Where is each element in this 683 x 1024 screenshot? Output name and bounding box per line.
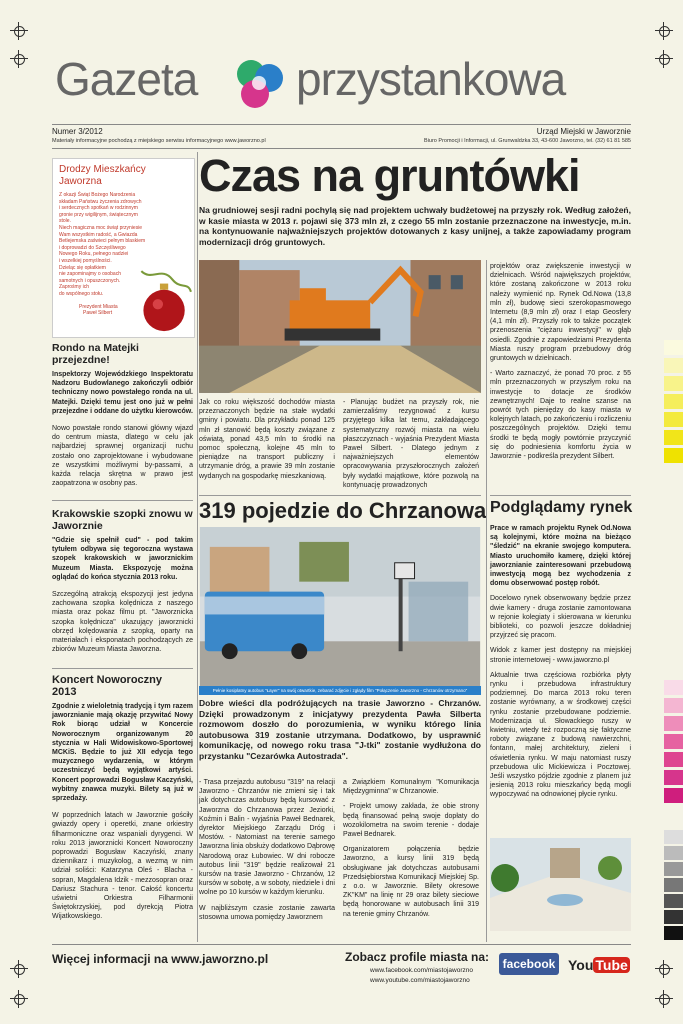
main-col-1: Jak co roku większość dochodów miasta przeznaczonych będzie na stałe wydatki gminy i powiatu. Dla przykładu ponad 125 mln zł stanowić będą koszty związane z oświatą, ponad 43,5 mln to środki na pomoc społeczną, kolejne 45 mln to pieniądze na transport publiczny i utrzymanie dróg, a prawie 39 mln zostanie wydanych na gospodarkę mieszkaniową. — [199, 399, 335, 480]
gray-swatch — [664, 878, 683, 892]
color-swatch — [664, 698, 683, 713]
color-swatch — [664, 716, 683, 731]
main-lead: Na grudniowej sesji radni pochylą się nad projektem uchwały budżetowej na przyszły rok. Według założeń, w kasie miasta w 2013 r. pojawi się 373 mln zł, z czego 55 mln zostanie przeznaczone na inwestycje, m.in. na kontynuowanie najważniejszych projektów dotowanych z kasy unijnej, a także zapowiadamy program modernizacji dróg gruntowych. — [199, 205, 631, 247]
divider — [52, 124, 631, 125]
issue-number: Numer 3/2012 — [52, 127, 103, 136]
color-swatch — [664, 734, 683, 749]
registration-mark — [10, 22, 28, 40]
article-szopki — [52, 508, 193, 654]
color-swatch — [664, 394, 683, 409]
rynek-text: Prace w ramach projektu Rynek Od.Nowa są kolejnymi, które można na bieżąco "śledzić" na ekranie swojego komputera. Miasto uruchomiło kamerę, dzięki której jaworznianie zainteresowani przebudową inwestycją mogą bez wychodzenia z domu obserwować postęp robót. Docelowo rynek obserwowany będzie przez dwie kamery - druga zostanie zamontowana w rejonie kolegiaty i skierowana w kierunku biblioteki, co pozwoli jeszcze dokładniej przyjrzeć się pracom. Widok z kamer jest dostępny na miejskiej stronie internetowej - www.jaworzno.pl Aktualnie trwa częściowa rozbiórka płyty rynku i przebudowa infrastruktury podziemnej. Do marca 2013 roku teren zostanie wyrównany, a w środkowej części rynku zostanie przebudowane podziemie. Modernizacja ul. Słowackiego ruszy w kwietniu, wtedy też rozpoczną się faktyczne roboty związane z budową nawierzchni, fontann, małej architektury, zieleni i oświetlenia rynku. W maju natomiast ruszy przebudowa ulic Mickiewicza i Pocztowej. Jeśli wszystko pójdzie zgodnie z planem już jesienią 2013 roku mieszkańcy będą mogli wypoczywać na odnowionej płycie rynku. — [490, 525, 631, 799]
gray-swatch — [664, 846, 683, 860]
rynek-headline: Podglądamy rynek — [490, 499, 633, 516]
bus-headline: 319 pojedzie do Chrzanowa — [199, 498, 487, 523]
bus-photo — [199, 527, 481, 686]
youtube-logo[interactable]: You Tube — [568, 957, 628, 973]
facebook-logo[interactable]: facebook — [499, 953, 559, 975]
logo-icon — [229, 56, 289, 112]
divider — [52, 944, 631, 945]
color-swatch — [664, 340, 683, 355]
divider — [490, 495, 631, 496]
column-divider — [197, 152, 198, 942]
article-title: Rondo na Matejki przejezdne! — [52, 342, 139, 366]
color-swatch — [664, 788, 683, 803]
article-title: Krakowskie szopki znowu w Jaworznie — [52, 508, 193, 532]
divider — [199, 495, 481, 496]
color-swatch — [664, 448, 683, 463]
article-body: Szczególną atrakcją ekspozycji jest jedyna zachowana szopka kolędnicza z naszego miasta oraz pokaz filmu pt. "Jaworznicka szopka kolędnicza" ukazujący jaworznicki obrzęd kolędowania z szopką, oparty na materiałach i eksponatach pochodzących ze zbiorów Muzeum Miasta Jaworzna. — [52, 591, 193, 654]
greeting-text: Z okazji Świąt Bożego Narodzenia składam Państwu życzenia zdrowych i serdecznych spotkań w rodzinnym gronie przy wigilijnym, świątecznym stole. Niech magiczna moc świąt przyniesie Wam wszystkim radość, a Gwiazda Betlejemska zaświeci pełnym blaskiem i doprowadzi do Szczęśliwego Nowego Roku, pełnego nadziei i wszelkiej pomyślności. Dzieląc się opłatkiem nie zapominajmy o osobach samotnych i opuszczonych. Zaprośmy ich do wspólnego stołu. Prezydent Miasta Paweł Silbert — [59, 192, 146, 317]
gray-swatch — [664, 862, 683, 876]
divider — [52, 668, 193, 669]
color-swatch — [664, 412, 683, 427]
main-col-2: - Planując budżet na przyszły rok, nie zamierzaliśmy rezygnować z kursu przyjętego kilka lat temu, zakładającego systematyczny rozwój miasta na wielu płaszczyznach - wyjaśnia Prezydent Miasta Paweł Silbert. - Dlatego jednym z najważniejszych elementów opracowywania przyszłorocznych założeń były wydatki majątkowe, które pozwolą na kontynuację prowadzonych — [343, 399, 479, 489]
color-swatch — [664, 680, 683, 695]
article-lead: "Gdzie się spełnił cud" - pod takim tytułem odbywa się tegoroczna wystawa szopek krakowskich w jaworznickim Muzeum Miasta. Ekspozycję można oglądać do końca stycznia 2013 roku. — [52, 537, 193, 581]
greeting-box — [52, 158, 195, 338]
bus-col-1: - Trasa przejazdu autobusu "319" na relacji Jaworzno - Chrzanów nie zmieni się i tak jak dotychczas autobusy będą kursować z Jaworzna do Chrzanowa przez Jeziorki, Koźmin i Balin - wyjaśnia Paweł Bednarek, dyrektor Miejskiego Zarządu Dróg i Mostów. - Natomiast na terenie samego Jaworzna linia obsłuży dodatkowo Dąbrowę Narodową oraz Łubowiec. W dni robocze autobus linii "319" będzie realizował 21 kursów na trasie Jaworzno - Chrzanów, 12 kursów w sobotę, a w soboty, niedziele i dni wolne po 10 kursów w każdym kierunku. W najbliższym czasie zostanie zawarta stosowna umowa pomiędzy Jaworznem — [199, 779, 335, 921]
color-swatch — [664, 430, 683, 445]
color-swatch — [664, 358, 683, 373]
article-koncert — [52, 674, 193, 922]
youtube-url[interactable]: www.youtube.com/miastojaworzno — [370, 977, 470, 984]
bus-col-2: a Związkiem Komunalnym "Komunikacja Międzygminna" w Chrzanowie. - Projekt umowy zakłada, że obie strony będą finansować pełną swoje dopłaty do wozokilometra na swoim terenie - dodaje Paweł Bednarek. Organizatorem połączenia będzie Jaworzno, a kursy linii 319 będą obsługiwane jak dotychczas autobusami Przedsiębiorstwa Komunikacji Miejskiej Sp. z o.o. w Jaworznie. Bilety okresowe ZK"KM" na linię nr 29 oraz bilety sieciowe będą honorowane w autobusach linii 319 na terenie gminy Chrzanów. — [343, 779, 479, 918]
publisher: Urząd Miejski w Jaworznie — [536, 127, 631, 136]
column-divider — [486, 260, 487, 942]
article-lead: Zgodnie z wieloletnią tradycją i tym razem jaworznianie mają okazję przywitać Nowy Rok biorąc udział w Koncercie Noworocznym organizowanym 20 stycznia w Hali Widowiskowo-Sportowej MCKiS. Będzie to już XII edycja tego muzycznego wydarzenia, w którym uczestniczyć będą wyjątkowi artyści. Koncert poprowadzi Bogusław Kaczyński, wybitny znawca muzyki. Bilety są już w sprzedaży. — [52, 703, 193, 803]
masthead-left: Gazeta — [55, 53, 198, 105]
bus-lead: Dobre wieści dla podróżujących na trasie Jaworzno - Chrzanów. Dzięki prowadzonym z inicjatywy prezydenta Pawła Silberta rozmowom doszło do porozumienia, w wyniku którego linia autobusowa 319 zostanie utrzymana. Dodatkowo, by usprawnić komunikację, od nowego roku trasa "J-tki" zostanie wydłużona do przystanku "Cezarówka Autostrada". — [199, 698, 481, 761]
registration-mark — [655, 22, 673, 40]
gray-swatch — [664, 894, 683, 908]
masthead-right: przystankowa — [296, 53, 566, 105]
registration-mark — [655, 960, 673, 978]
gray-swatch — [664, 830, 683, 844]
ornament-icon — [131, 259, 193, 335]
divider — [52, 148, 631, 149]
color-swatch — [664, 376, 683, 391]
divider — [52, 500, 193, 501]
registration-mark — [10, 990, 28, 1008]
footer-follow: Zobacz profile miasta na: — [345, 950, 490, 964]
color-swatch — [664, 770, 683, 785]
gray-swatch — [664, 910, 683, 924]
registration-mark — [10, 960, 28, 978]
facebook-url[interactable]: www.facebook.com/miastojaworzno — [370, 967, 473, 974]
article-rondo — [52, 342, 193, 488]
article-body: W poprzednich latach w Jaworznie gościły gwiazdy opery i operetki, znane orkiestry filharmoniczne oraz wspaniali dyrygenci. W roku 2013 jaworznicki Koncert Noworoczny poprowadzi Bogusław Kaczyński, znany dziennikarz i muzykolog, a wezmą w nim udział soliści: Katarzyna Oleś - Blacha - sopran, Magdalena Idzik - mezzosopran oraz Dariusz Stachura - tenor. Całość koncertu uświetni Orkiestra Filharmonii Świętokrzyskiej, pod dyrekcją Piotra Wijatkowskiego. — [52, 812, 193, 921]
main-headline: Czas na gruntówki — [199, 150, 580, 201]
bureau-address: Biuro Promocji i Informacji, ul. Grunwaldzka 33, 43-600 Jaworzno, tel. (32) 61 81 585 — [424, 138, 631, 144]
gray-swatch — [664, 926, 683, 940]
registration-mark — [10, 50, 28, 68]
registration-mark — [655, 990, 673, 1008]
article-lead: Inspektorzy Wojewódzkiego Inspektoratu Nadzoru Budowlanego zakończyli odbiór techniczny nowo powstałego ronda na ul. Matejki. Dzięki temu jest ono już w pełni przejezdne i oddane do użytku kierowców. — [52, 371, 193, 415]
rynek-render-photo — [490, 838, 631, 931]
excavator-photo — [199, 260, 481, 393]
registration-mark — [655, 50, 673, 68]
article-body: Nowo powstałe rondo stanowi główny wjazd do centrum miasta, dlatego w celu jak najbardziej sprawnej organizacji ruchu zostało ono zaprojektowane i wybudowane ze wszystkimi możliwymi by-passami, a każda relacja skrętna w prawo jest zaopatrzona w osobny pas. — [52, 425, 193, 488]
bus-photo-caption: Pełnie kosiplatny autobus "Łayer" na swój otwartkie, zebarać zdjęcie i zgłądy film "Połączenie Jaworzno - Chrzanów otrzymano" — [199, 686, 481, 695]
article-title: Koncert Noworoczny 2013 — [52, 674, 163, 698]
greeting-title: Drodzy Mieszkańcy Jaworzna — [59, 164, 146, 187]
main-col-3: projektów oraz zwiększenie inwestycji w dzielnicach. Wśród największych projektów, które zostaną zakończone w 2013 roku należy wymienić np. Rynek Od.Nowa (13,8 mln zł), budowę sieci szerokopasmowego Internetu (8,9 mln zł) oraz I etap Geosfery (4,1 mln zł). Przyszły rok to także początek przenoszenia "ciężaru inwestycji" w głąb osiedli. Zgodnie z zapowiedziami Prezydenta Miasta ruszy program przebudowy dróg gruntowych w dzielnicach. - Warto zaznaczyć, że ponad 70 proc. z 55 mln przeznaczonych w przyszłym roku na inwestycje to dotacje ze środków zewnętrznych! Daje to realne szanse na powrót tych pieniędzy do kasy miasta w kolejnych latach, po zakończeniu i rozliczeniu poszczególnych projektów. Dzięki temu środki te będą mogły powtórnie przyczynić się do podniesienia komfortu życia w Jaworznie - podkreśla prezydent Silbert. — [490, 263, 631, 461]
color-swatch — [664, 752, 683, 767]
issue-subtitle: Materiały informacyjne pochodzą z miejskiego serwisu informacyjnego www.jaworzno.pl — [52, 138, 266, 144]
footer-more-info: Więcej informacji na www.jaworzno.pl — [52, 952, 269, 966]
